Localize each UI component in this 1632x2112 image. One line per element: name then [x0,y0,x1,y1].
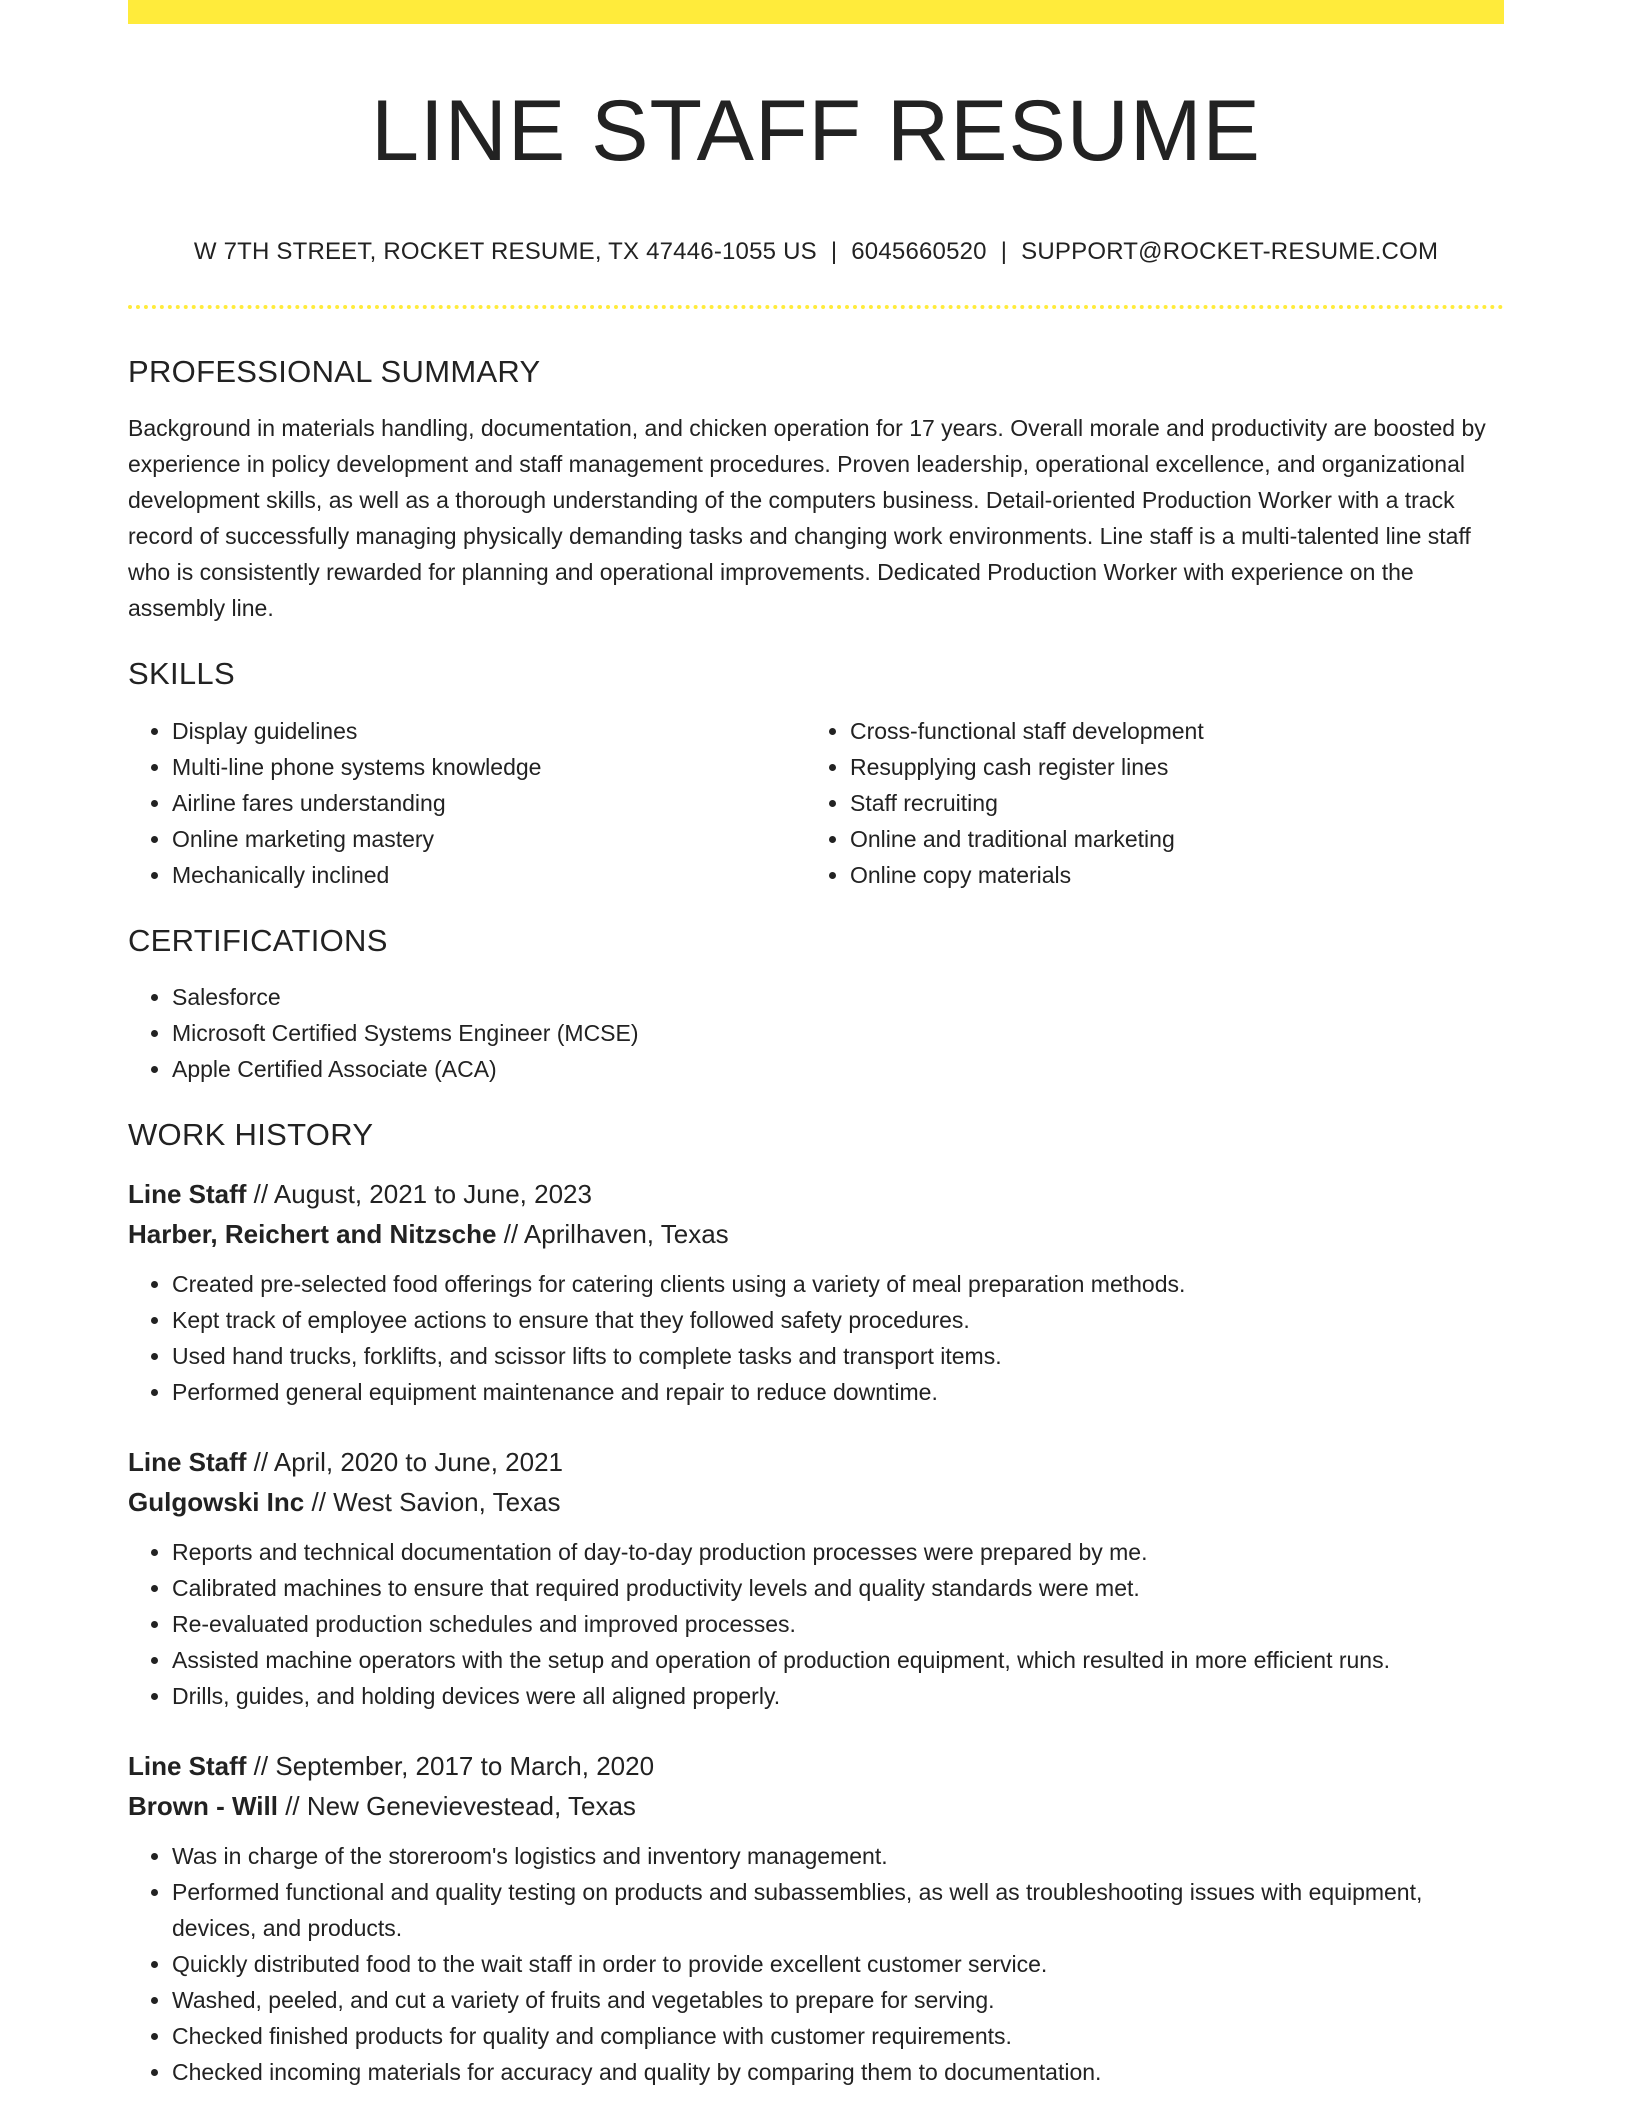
contact-email: SUPPORT@ROCKET-RESUME.COM [1021,238,1439,265]
skill-item: • Staff recruiting [850,785,1484,821]
job-role: Line Staff [128,1179,247,1209]
job-company-line [128,1482,1504,1522]
skills-list-right [806,713,1484,893]
job-location: // New Genevievestead, Texas [277,1791,636,1821]
certifications-list [128,979,1504,1087]
skill-item: • Online copy materials [850,857,1484,893]
job-bullet: • Checked incoming materials for accuracy and quality by comparing them to documentation. [172,2054,1504,2090]
skill-item: • Cross-functional staff development [850,713,1484,749]
job-role: Line Staff [128,1447,247,1477]
skill-item: • Resupplying cash register lines [850,749,1484,785]
certifications-heading: CERTIFICATIONS [128,923,388,958]
job-bullet: • Quickly distributed food to the wait staff in order to provide excellent customer service. [172,1946,1504,1982]
job-company-line [128,1214,1504,1254]
job-location: // West Savion, Texas [304,1487,561,1517]
contact-separator: | [1000,238,1008,265]
job-role-line [128,1174,1504,1214]
contact-phone: 6045660520 [851,238,987,265]
job-bullet: • Calibrated machines to ensure that required productivity levels and quality standards were met. [172,1570,1504,1606]
job-role: Line Staff [128,1751,247,1781]
skills-column-left [128,713,806,893]
job-company: Gulgowski Inc [128,1487,305,1517]
skill-item: • Online marketing mastery [172,821,806,857]
top-accent-bar [128,0,1504,24]
job-company: Brown - Will [128,1791,278,1821]
skill-item: • Display guidelines [172,713,806,749]
job-bullet: • Re-evaluated production schedules and improved processes. [172,1606,1504,1642]
work-history-heading: WORK HISTORY [128,1117,374,1152]
job-bullet: • Reports and technical documentation of day-to-day production processes were prepared by me. [172,1534,1504,1570]
job-bullet: • Checked finished products for quality and compliance with customer requirements. [172,2018,1504,2054]
job-bullet: • Performed functional and quality testing on products and subassemblies, as well as troubleshooting issues with equipment, devices, and products. [172,1874,1504,1946]
job-dates: // September, 2017 to March, 2020 [246,1751,655,1781]
job-bullets [128,1534,1504,1714]
resume-title: LINE STAFF RESUME [371,83,1261,179]
job-bullet: • Used hand trucks, forklifts, and scissor lifts to complete tasks and transport items. [172,1338,1504,1374]
skills-column-right [806,713,1484,893]
summary-text: Background in materials handling, documentation, and chicken operation for 17 years. Overall morale and productivity are boosted by experience in policy development and staff management procedures. Proven leadership, operational excellence, and organizational development skills, as well as a thorough understanding of the computers business. Detail-oriented Production Worker with a track record of successfully managing physically demanding tasks and changing work environments. Line staff is a multi-talented line staff who is consistently rewarded for planning and operational improvements. Dedicated Production Worker with experience on the assembly line. [128,415,1486,621]
job-role-line [128,1442,1504,1482]
job-dates: // April, 2020 to June, 2021 [246,1447,564,1477]
skill-item: • Online and traditional marketing [850,821,1484,857]
job-bullet: • Created pre-selected food offerings for catering clients using a variety of meal preparation methods. [172,1266,1504,1302]
job-bullets [128,1838,1504,2090]
dotted-divider [128,305,1504,309]
job-bullet: • Performed general equipment maintenance and repair to reduce downtime. [172,1374,1504,1410]
contact-line [128,237,1504,267]
certification-item: • Microsoft Certified Systems Engineer (MCSE) [172,1015,1504,1051]
skill-item: • Mechanically inclined [172,857,806,893]
job-entry [128,1746,1504,2090]
contact-address: W 7TH STREET, ROCKET RESUME, TX 47446-1055 US [193,238,817,265]
skills-heading: SKILLS [128,656,235,691]
skill-item: • Airline fares understanding [172,785,806,821]
job-bullet: • Kept track of employee actions to ensure that they followed safety procedures. [172,1302,1504,1338]
job-location: // Aprilhaven, Texas [496,1219,729,1249]
job-bullet: • Drills, guides, and holding devices were all aligned properly. [172,1678,1504,1714]
job-entry [128,1442,1504,1714]
summary-heading: PROFESSIONAL SUMMARY [128,354,541,389]
certification-item: • Apple Certified Associate (ACA) [172,1051,1504,1087]
job-role-line [128,1746,1504,1786]
job-company: Harber, Reichert and Nitzsche [128,1219,497,1249]
skill-item: • Multi-line phone systems knowledge [172,749,806,785]
job-entry [128,1174,1504,1410]
certification-item: • Salesforce [172,979,1504,1015]
job-bullets [128,1266,1504,1410]
resume-page [128,0,1504,2090]
job-bullet: • Assisted machine operators with the setup and operation of production equipment, which resulted in more efficient runs. [172,1642,1504,1678]
contact-separator: | [830,238,838,265]
skills-list-left [128,713,806,893]
job-bullet: • Washed, peeled, and cut a variety of fruits and vegetables to prepare for serving. [172,1982,1504,2018]
skills-grid [128,713,1504,893]
job-company-line [128,1786,1504,1826]
job-bullet: • Was in charge of the storeroom's logistics and inventory management. [172,1838,1504,1874]
job-dates: // August, 2021 to June, 2023 [246,1179,592,1209]
